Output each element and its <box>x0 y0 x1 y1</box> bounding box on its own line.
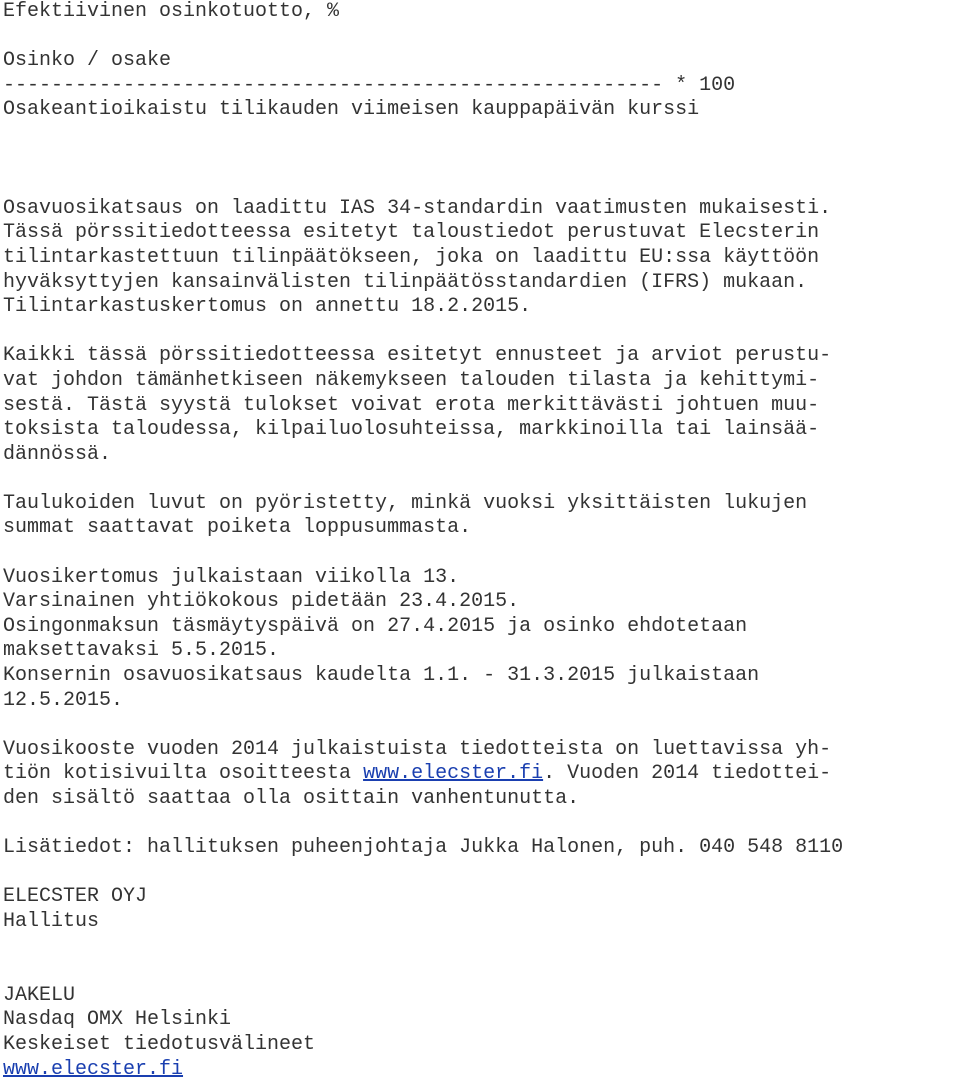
website-link[interactable]: www.elecster.fi <box>363 762 544 786</box>
text-line <box>3 935 960 960</box>
text-line: Osakeantioikaistu tilikauden viimeisen kauppapäivän kurssi <box>3 98 700 122</box>
text-line: summat saattavat poiketa loppusummasta. <box>3 516 472 540</box>
text-line: Lisätiedot: hallituksen puheenjohtaja Jukka Halonen, puh. 040 548 8110 <box>3 836 844 860</box>
text-line: ------------------------------------------------------- * 100 <box>3 73 736 97</box>
text-line <box>3 541 960 566</box>
text-line: JAKELU <box>3 983 76 1007</box>
text-line: maksettavaksi 5.5.2015. <box>3 639 280 663</box>
text-line <box>3 172 960 197</box>
text-line: Kaikki tässä pörssitiedotteessa esitetyt ennusteet ja arviot perustu- <box>3 344 832 368</box>
text-line: Konsernin osavuosikatsaus kaudelta 1.1. - 31.3.2015 julkaistaan <box>3 664 760 688</box>
text-segment: . Vuoden 2014 tiedottei- <box>543 762 832 786</box>
text-line: Hallitus <box>3 909 100 933</box>
text-line: Tilintarkastuskertomus on annettu 18.2.2015. <box>3 295 532 319</box>
text-line: sestä. Tästä syystä tulokset voivat erota merkittävästi johtuen muu- <box>3 393 820 417</box>
text-line: den sisältö saattaa olla osittain vanhentunutta. <box>3 787 580 810</box>
text-line <box>3 812 960 837</box>
text-line: Nasdaq OMX Helsinki <box>3 1008 232 1032</box>
text-line: Osavuosikatsaus on laadittu IAS 34-standardin vaatimusten mukaisesti. <box>3 196 832 220</box>
text-line <box>3 148 960 173</box>
text-line: Keskeiset tiedotusvälineet <box>3 1032 316 1056</box>
text-line: Tässä pörssitiedotteessa esitetyt taloustiedot perustuvat Elecsterin <box>3 221 820 245</box>
text-line: 12.5.2015. <box>3 688 124 712</box>
text-line: Efektiivinen osinkotuotto, % <box>3 0 340 23</box>
text-line: Osinko / osake <box>3 49 172 73</box>
text-line <box>3 713 960 738</box>
text-line: ELECSTER OYJ <box>3 885 148 909</box>
text-line: tilintarkastettuun tilinpäätökseen, joka on laadittu EU:ssa käyttöön <box>3 245 820 269</box>
text-line: Taulukoiden luvut on pyöristetty, minkä vuoksi yksittäisten lukujen <box>3 491 808 515</box>
text-line <box>3 1058 960 1082</box>
text-line: dännössä. <box>3 442 112 466</box>
text-line: toksista taloudessa, kilpailuolosuhteissa, markkinoilla tai lainsää- <box>3 418 820 442</box>
text-line: Vuosikertomus julkaistaan viikolla 13. <box>3 565 460 589</box>
text-segment: tiön kotisivuilta osoitteesta <box>3 762 364 786</box>
text-line <box>3 25 960 50</box>
website-link[interactable]: www.elecster.fi <box>3 1057 184 1081</box>
text-line <box>3 959 960 984</box>
text-line <box>3 467 960 492</box>
text-line <box>3 320 960 345</box>
document-body <box>3 0 960 1082</box>
text-line: Vuosikooste vuoden 2014 julkaistuista tiedotteista on luettavissa yh- <box>3 737 832 761</box>
text-line: Varsinainen yhtiökokous pidetään 23.4.2015. <box>3 590 520 614</box>
text-line <box>3 123 960 148</box>
text-line: hyväksyttyjen kansainvälisten tilinpäätösstandardien (IFRS) mukaan. <box>3 270 808 294</box>
text-line <box>3 762 960 787</box>
text-line: Osingonmaksun täsmäytyspäivä on 27.4.2015 ja osinko ehdotetaan <box>3 614 748 638</box>
text-line: vat johdon tämänhetkiseen näkemykseen talouden tilasta ja kehittymi- <box>3 368 820 392</box>
text-line <box>3 861 960 886</box>
